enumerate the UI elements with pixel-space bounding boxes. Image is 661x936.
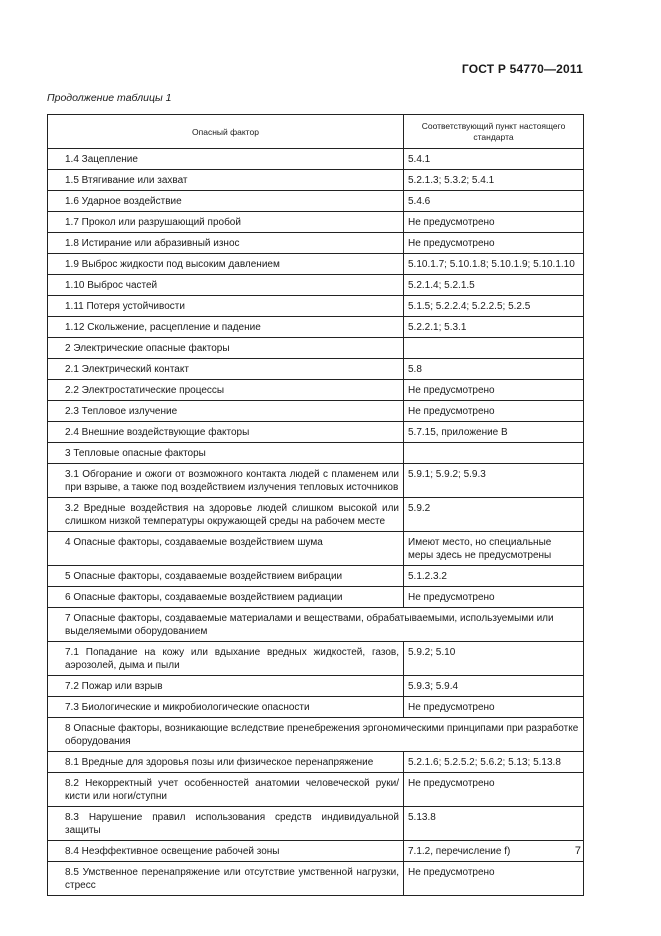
- hazard-factor-cell: 1.6 Ударное воздействие: [48, 191, 404, 212]
- hazard-factor-cell: 1.9 Выброс жидкости под высоким давлением: [48, 254, 404, 275]
- table-row: [48, 841, 584, 862]
- clause-reference-cell: 5.4.6: [404, 191, 584, 212]
- table-row: [48, 422, 584, 443]
- column-header-factor: Опасный фактор: [48, 115, 404, 149]
- clause-reference-cell: Не предусмотрено: [404, 773, 584, 807]
- clause-reference-cell: 5.9.2: [404, 498, 584, 532]
- clause-reference-cell: Не предусмотрено: [404, 212, 584, 233]
- hazard-factor-cell: 1.12 Скольжение, расцепление и падение: [48, 317, 404, 338]
- section-heading: 8 Опасные факторы, возникающие вследствие пренебрежения эргономическими принципами при разработке оборудования: [48, 718, 584, 752]
- hazard-factor-cell: 1.4 Зацепление: [48, 149, 404, 170]
- clause-reference-cell: 5.9.3; 5.9.4: [404, 676, 584, 697]
- hazard-factor-cell: 7.3 Биологические и микробиологические опасности: [48, 697, 404, 718]
- hazard-factor-cell: 1.10 Выброс частей: [48, 275, 404, 296]
- section-heading: 7 Опасные факторы, создаваемые материалами и веществами, обрабатываемыми, используемыми или выделяемыми оборудованием: [48, 608, 584, 642]
- table-row: [48, 752, 584, 773]
- clause-reference-cell: 5.2.2.1; 5.3.1: [404, 317, 584, 338]
- clause-reference-cell: 5.9.2; 5.10: [404, 642, 584, 676]
- hazard-factor-cell: 8.1 Вредные для здоровья позы или физическое перенапряжение: [48, 752, 404, 773]
- hazard-factor-cell: 1.7 Прокол или разрушающий пробой: [48, 212, 404, 233]
- hazard-factor-cell: 7.1 Попадание на кожу или вдыхание вредных жидкостей, газов, аэрозолей, дыма и пыли: [48, 642, 404, 676]
- clause-reference-cell: [404, 443, 584, 464]
- hazard-factor-cell: 7.2 Пожар или взрыв: [48, 676, 404, 697]
- clause-reference-cell: Не предусмотрено: [404, 233, 584, 254]
- table-row: [48, 296, 584, 317]
- clause-reference-cell: 5.8: [404, 359, 584, 380]
- clause-reference-cell: [404, 338, 584, 359]
- hazard-factor-cell: 2 Электрические опасные факторы: [48, 338, 404, 359]
- hazard-factor-cell: 8.2 Некорректный учет особенностей анатомии человеческой руки/кисти или ноги/ступни: [48, 773, 404, 807]
- clause-reference-cell: 5.1.2.3.2: [404, 566, 584, 587]
- table-row: [48, 380, 584, 401]
- table-row: [48, 254, 584, 275]
- table-row: [48, 862, 584, 896]
- table-row: [48, 676, 584, 697]
- table-row: [48, 773, 584, 807]
- clause-reference-cell: 7.1.2, перечисление f): [404, 841, 584, 862]
- table-row: [48, 718, 584, 752]
- hazard-table: [47, 114, 584, 896]
- hazard-factor-cell: 2.3 Тепловое излучение: [48, 401, 404, 422]
- clause-reference-cell: Не предусмотрено: [404, 401, 584, 422]
- table-header-row: [48, 115, 584, 149]
- hazard-factor-cell: 4 Опасные факторы, создаваемые воздействием шума: [48, 532, 404, 566]
- table-row: [48, 498, 584, 532]
- table-row: [48, 697, 584, 718]
- hazard-factor-cell: 2.4 Внешние воздействующие факторы: [48, 422, 404, 443]
- clause-reference-cell: Не предусмотрено: [404, 587, 584, 608]
- table-row: [48, 642, 584, 676]
- clause-reference-cell: 5.2.1.6; 5.2.5.2; 5.6.2; 5.13; 5.13.8: [404, 752, 584, 773]
- hazard-factor-cell: 8.5 Умственное перенапряжение или отсутствие умственной нагрузки, стресс: [48, 862, 404, 896]
- clause-reference-cell: Не предусмотрено: [404, 380, 584, 401]
- hazard-factor-cell: 1.11 Потеря устойчивости: [48, 296, 404, 317]
- hazard-factor-cell: 2.1 Электрический контакт: [48, 359, 404, 380]
- hazard-factor-cell: 8.3 Нарушение правил использования средств индивидуальной защиты: [48, 807, 404, 841]
- table-row: [48, 608, 584, 642]
- hazard-factor-cell: 3.1 Обгорание и ожоги от возможного контакта людей с пламенем или при взрыве, а также под воздействием излучения тепловых источников: [48, 464, 404, 498]
- table-caption: Продолжение таблицы 1: [47, 92, 172, 104]
- clause-reference-cell: Не предусмотрено: [404, 862, 584, 896]
- table-row: [48, 807, 584, 841]
- table-row: [48, 212, 584, 233]
- table-row: [48, 566, 584, 587]
- clause-reference-cell: 5.10.1.7; 5.10.1.8; 5.10.1.9; 5.10.1.10: [404, 254, 584, 275]
- hazard-factor-cell: 6 Опасные факторы, создаваемые воздействием радиации: [48, 587, 404, 608]
- table-body: [48, 149, 584, 896]
- table-row: [48, 359, 584, 380]
- hazard-factor-cell: 8.4 Неэффективное освещение рабочей зоны: [48, 841, 404, 862]
- clause-reference-cell: 5.13.8: [404, 807, 584, 841]
- clause-reference-cell: 5.2.1.3; 5.3.2; 5.4.1: [404, 170, 584, 191]
- table-row: [48, 233, 584, 254]
- table-row: [48, 170, 584, 191]
- clause-reference-cell: 5.1.5; 5.2.2.4; 5.2.2.5; 5.2.5: [404, 296, 584, 317]
- table-row: [48, 443, 584, 464]
- table-row: [48, 191, 584, 212]
- table-row: [48, 532, 584, 566]
- hazard-factor-cell: 3 Тепловые опасные факторы: [48, 443, 404, 464]
- column-header-clause: Соответствующий пункт настоящего стандарта: [404, 115, 584, 149]
- page-number: 7: [574, 845, 581, 857]
- table-row: [48, 317, 584, 338]
- clause-reference-cell: 5.7.15, приложение В: [404, 422, 584, 443]
- table-row: [48, 401, 584, 422]
- standard-code: ГОСТ Р 54770—2011: [461, 62, 583, 76]
- table-row: [48, 464, 584, 498]
- clause-reference-cell: 5.2.1.4; 5.2.1.5: [404, 275, 584, 296]
- hazard-factor-cell: 3.2 Вредные воздействия на здоровье людей слишком высокой или слишком низкой температуры окружающей среды на рабочем месте: [48, 498, 404, 532]
- table-row: [48, 587, 584, 608]
- clause-reference-cell: 5.9.1; 5.9.2; 5.9.3: [404, 464, 584, 498]
- hazard-factor-cell: 2.2 Электростатические процессы: [48, 380, 404, 401]
- hazard-factor-cell: 1.5 Втягивание или захват: [48, 170, 404, 191]
- table-row: [48, 338, 584, 359]
- hazard-factor-cell: 5 Опасные факторы, создаваемые воздействием вибрации: [48, 566, 404, 587]
- table-row: [48, 275, 584, 296]
- clause-reference-cell: Имеют место, но специальные меры здесь не предусмотрены: [404, 532, 584, 566]
- clause-reference-cell: Не предусмотрено: [404, 697, 584, 718]
- hazard-factor-cell: 1.8 Истирание или абразивный износ: [48, 233, 404, 254]
- table-row: [48, 149, 584, 170]
- clause-reference-cell: 5.4.1: [404, 149, 584, 170]
